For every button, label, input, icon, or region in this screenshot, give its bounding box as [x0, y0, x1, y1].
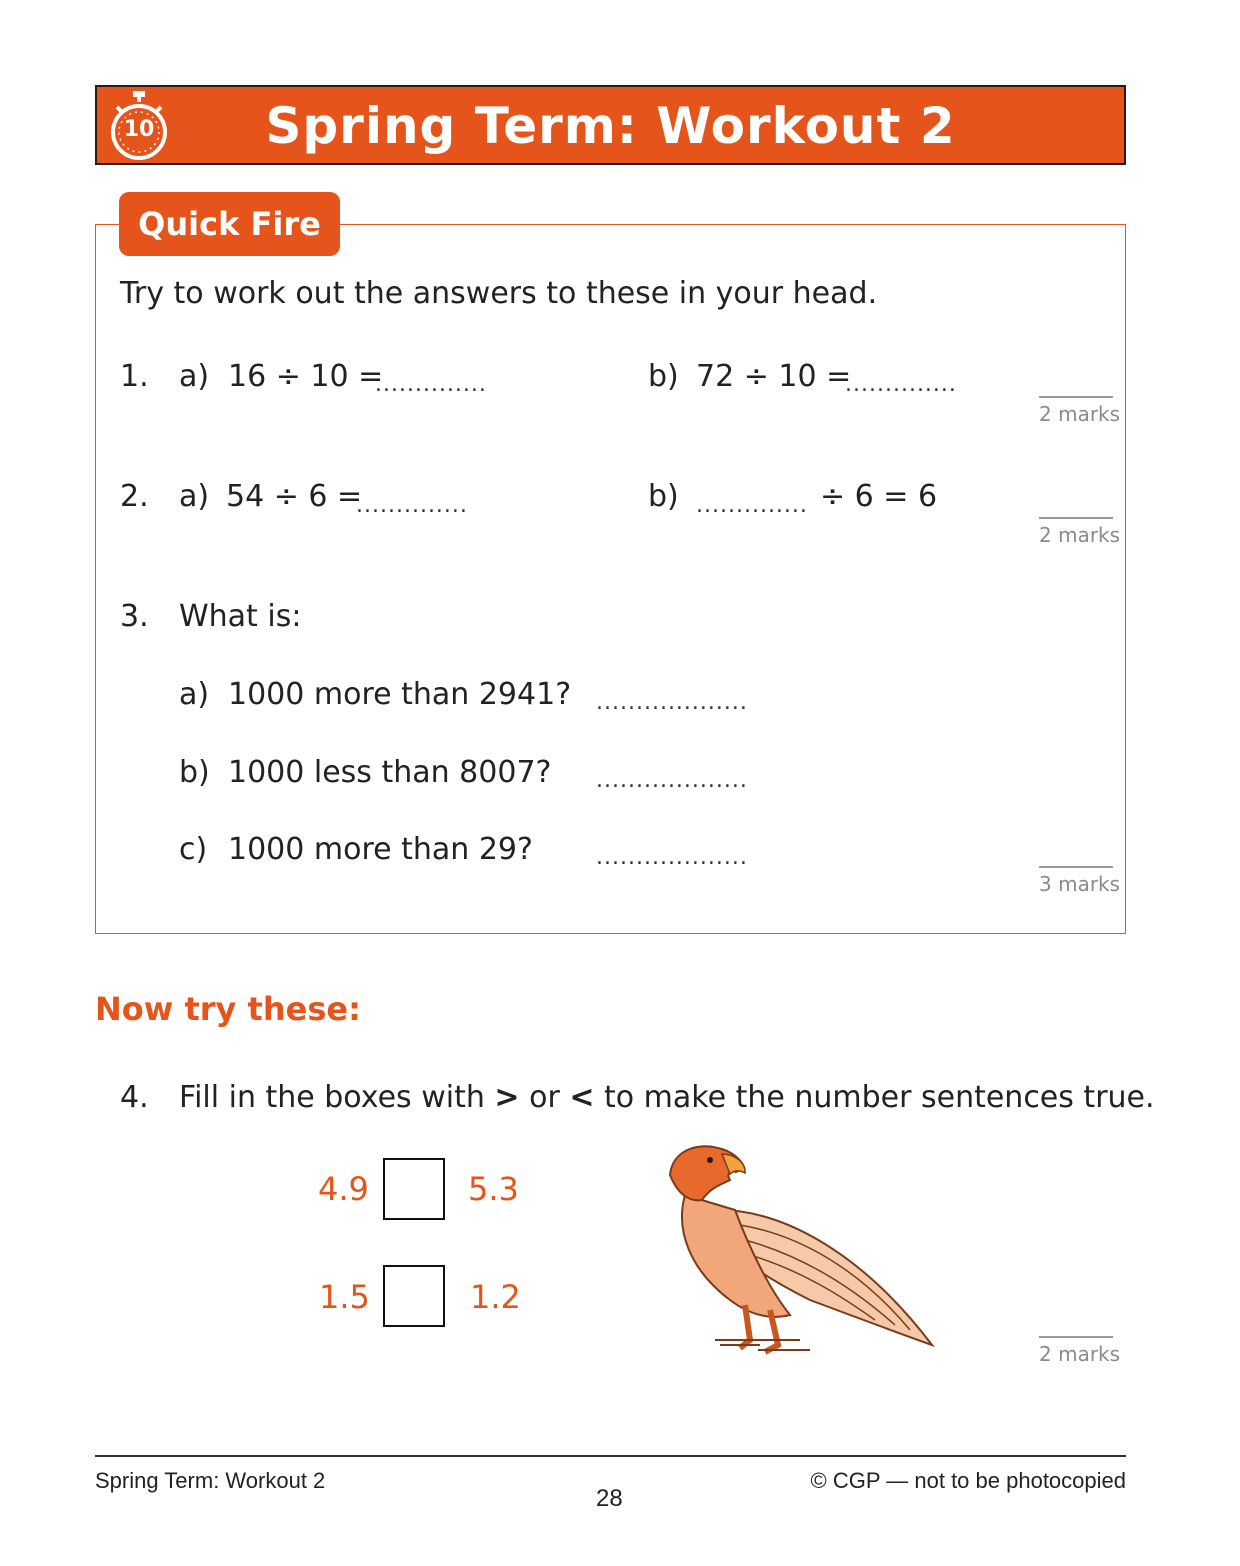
q2a-text: 54 ÷ 6 =	[226, 479, 363, 514]
row2-answer-box[interactable]	[383, 1265, 445, 1327]
row1-right-number: 5.3	[468, 1170, 519, 1208]
marks-divider	[1039, 517, 1113, 519]
q1b-label: b)	[648, 359, 679, 394]
q3a-text: 1000 more than 2941?	[228, 677, 572, 712]
copyright-notice: © CGP — not to be photocopied	[810, 1468, 1126, 1493]
q3b-label: b)	[179, 755, 210, 790]
q1a-text: 16 ÷ 10 =	[228, 359, 384, 394]
q1a-answer-blank[interactable]: ..............	[375, 372, 487, 397]
row1-answer-box[interactable]	[383, 1158, 445, 1220]
q2b-answer-blank[interactable]: ..............	[696, 493, 808, 518]
q4-marks: 2 marks	[1039, 1342, 1121, 1366]
q2-number: 2.	[120, 479, 149, 514]
quick-fire-box	[95, 224, 1126, 934]
marks-divider	[1039, 1336, 1113, 1338]
page-title: Spring Term: Workout 2	[265, 97, 956, 155]
quick-fire-tab: Quick Fire	[119, 192, 340, 256]
greater-than-symbol: >	[494, 1080, 520, 1115]
q3c-answer-blank[interactable]: ...................	[596, 845, 748, 870]
q3b-text: 1000 less than 8007?	[228, 755, 552, 790]
header-bar	[95, 85, 1126, 165]
q2b-text: ÷ 6 = 6	[820, 479, 938, 514]
q1b-answer-blank[interactable]: ..............	[845, 372, 957, 397]
instruction-text: Try to work out the answers to these in your head.	[120, 276, 878, 311]
q4-number: 4.	[120, 1080, 149, 1115]
q4-text-or: or	[529, 1080, 560, 1115]
q1-number: 1.	[120, 359, 149, 394]
q4-instruction	[179, 1080, 1155, 1115]
footer-title: Spring Term: Workout 2	[95, 1468, 326, 1493]
eagle-illustration	[660, 1140, 945, 1370]
q3-marks: 3 marks	[1039, 872, 1121, 896]
q2a-answer-blank[interactable]: ..............	[356, 493, 468, 518]
row1-left-number: 4.9	[318, 1170, 369, 1208]
q3a-label: a)	[179, 677, 210, 712]
q2-marks: 2 marks	[1039, 523, 1121, 547]
q1-marks: 2 marks	[1039, 402, 1121, 426]
row2-right-number: 1.2	[470, 1278, 521, 1316]
q4-text-1: Fill in the boxes with	[179, 1080, 485, 1115]
page-number: 28	[596, 1485, 623, 1512]
q3a-answer-blank[interactable]: ...................	[596, 690, 748, 715]
less-than-symbol: <	[569, 1080, 595, 1115]
q1b-text: 72 ÷ 10 =	[696, 359, 852, 394]
footer-divider	[95, 1455, 1126, 1457]
q1a-label: a)	[179, 359, 210, 394]
marks-divider	[1039, 396, 1113, 398]
q3b-answer-blank[interactable]: ...................	[596, 768, 748, 793]
q3c-text: 1000 more than 29?	[228, 832, 533, 867]
q3c-label: c)	[179, 832, 208, 867]
q2a-label: a)	[179, 479, 210, 514]
q3-number: 3.	[120, 599, 149, 634]
row2-left-number: 1.5	[319, 1278, 370, 1316]
q2b-label: b)	[648, 479, 679, 514]
marks-divider	[1039, 866, 1113, 868]
section-heading: Now try these:	[95, 990, 361, 1028]
q3-title: What is:	[179, 599, 302, 634]
q4-text-2: to make the number sentences true.	[604, 1080, 1155, 1115]
timer-minutes: 10	[123, 117, 155, 142]
